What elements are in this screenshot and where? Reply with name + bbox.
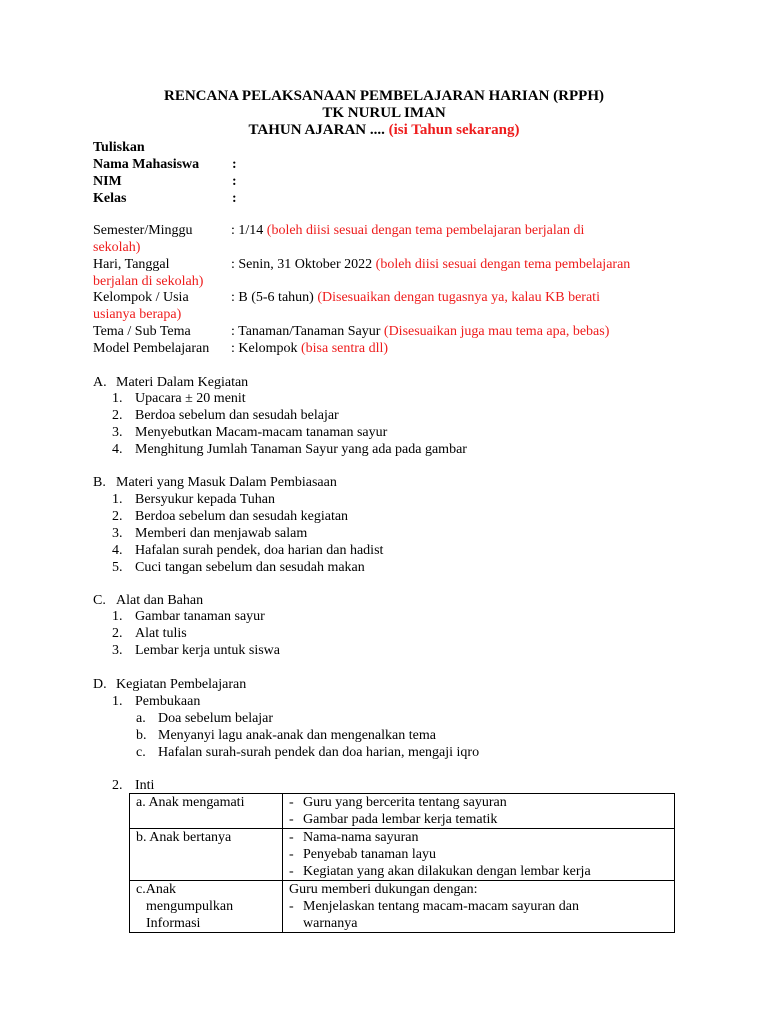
info-date-value: : Senin, 31 Oktober 2022 (boleh diisi sesuai dengan tema pembelajaran — [231, 257, 631, 272]
info-group-note-cont: usianya berapa) — [93, 307, 182, 322]
table-cell-content: Guru memberi dukungan dengan: - Menjelaskan tentang macam-macam sayuran dan warnanya — [283, 881, 675, 933]
table-cell-content: - Nama-nama sayuran - Penyebab tanaman layu - Kegiatan yang akan dilakukan dengan lembar kerja — [283, 829, 675, 881]
table-row — [130, 881, 675, 933]
student-nim-label: NIM — [93, 174, 122, 189]
table-row — [130, 829, 675, 881]
student-class-colon: : — [232, 191, 237, 206]
info-model-label: Model Pembelajaran — [93, 341, 210, 356]
table-cell-label: a. Anak mengamati — [130, 794, 283, 829]
school-name: TK NURUL IMAN — [322, 105, 446, 121]
doc-title: RENCANA PELAKSANAAN PEMBELAJARAN HARIAN (RPPH) — [163, 88, 604, 104]
info-semester-value: : 1/14 (boleh diisi sesuai dengan tema pembelajaran berjalan di — [231, 223, 585, 238]
student-section-title: Tuliskan — [93, 140, 145, 155]
school-year-label: TAHUN AJARAN .... — [248, 122, 389, 138]
inti-activity-table — [129, 793, 675, 933]
info-group-value: : B (5-6 tahun) (Disesuaikan dengan tugasnya ya, kalau KB berati — [231, 290, 600, 305]
table-row — [130, 794, 675, 829]
info-model-value: : Kelompok (bisa sentra dll) — [231, 341, 389, 356]
info-theme-value: : Tanaman/Tanaman Sayur (Disesuaikan juga mau tema apa, bebas) — [231, 324, 610, 339]
student-nim-colon: : — [232, 174, 237, 189]
info-semester-note-cont: sekolah) — [93, 240, 141, 255]
table-cell-content: - Guru yang bercerita tentang sayuran - Gambar pada lembar kerja tematik — [283, 794, 675, 829]
info-group-label: Kelompok / Usia — [93, 290, 189, 305]
info-date-note-cont: berjalan di sekolah) — [93, 274, 204, 289]
school-year-note: (isi Tahun sekarang) — [388, 122, 520, 138]
table-cell-label: b. Anak bertanya — [130, 829, 283, 881]
info-date-label: Hari, Tanggal — [93, 257, 170, 272]
student-class-label: Kelas — [93, 191, 127, 206]
info-theme-label: Tema / Sub Tema — [93, 324, 191, 339]
school-year — [0, 122, 768, 139]
table-cell-label: c.Anak mengumpulkan Informasi — [130, 881, 283, 933]
student-name-label: Nama Mahasiswa — [93, 157, 200, 172]
info-semester-label: Semester/Minggu — [93, 223, 193, 238]
student-name-colon: : — [232, 157, 237, 172]
